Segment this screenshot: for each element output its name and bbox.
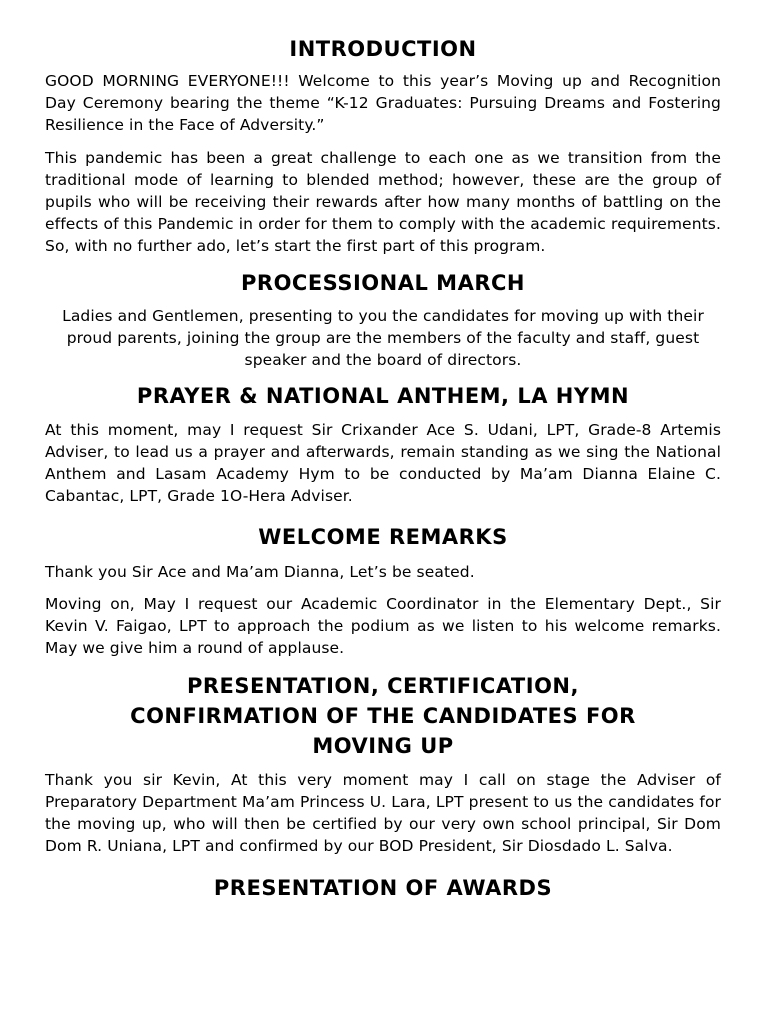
- prayer-anthem-heading: PRAYER & NATIONAL ANTHEM, LA HYMN: [136, 384, 630, 408]
- presentation-of-awards-heading: PRESENTATION OF AWARDS: [213, 876, 553, 900]
- welcome-request-paragraph: Moving on, May I request our Academic Coordinator in the Elementary Dept., Sir Kevin V. Faigao, LPT to approach the podium as we listen to his welcome remarks. May we give him a round of applause.: [45, 595, 721, 657]
- presentation-heading-line-3: MOVING UP: [312, 734, 454, 758]
- prayer-anthem-paragraph: At this moment, may I request Sir Crixander Ace S. Udani, LPT, Grade-8 Artemis Adviser, to lead us a prayer and afterwards, remain standing as we sing the National Anthem and Lasam Academy Hym to be conducted by Ma’am Dianna Elaine C. Cabantac, LPT, Grade 1O-Hera Adviser.: [45, 421, 721, 505]
- presentation-certification-heading: [45, 671, 721, 761]
- document-page: [45, 34, 721, 903]
- presentation-heading-line-1: PRESENTATION, CERTIFICATION,: [187, 674, 579, 698]
- welcome-remarks-heading: WELCOME REMARKS: [258, 525, 508, 549]
- processional-march-paragraph: Ladies and Gentlemen, presenting to you the candidates for moving up with their proud parents, joining the group are the members of the faculty and staff, guest speaker and the board of directors.: [62, 307, 704, 369]
- welcome-thanks-paragraph: Thank you Sir Ace and Ma’am Dianna, Let’s be seated.: [45, 563, 475, 581]
- presentation-certification-paragraph: Thank you sir Kevin, At this very moment may I call on stage the Adviser of Preparatory Department Ma’am Princess U. Lara, LPT present to us the candidates for the moving up, who will then be certified by our very own school principal, Sir Dom Dom R. Uniana, LPT and confirmed by our BOD President, Sir Diosdado L. Salva.: [45, 771, 721, 855]
- processional-march-heading: PROCESSIONAL MARCH: [241, 271, 525, 295]
- introduction-heading: INTRODUCTION: [289, 37, 477, 61]
- presentation-heading-line-2: CONFIRMATION OF THE CANDIDATES FOR: [130, 704, 636, 728]
- introduction-greeting-paragraph: GOOD MORNING EVERYONE!!! Welcome to this year’s Moving up and Recognition Day Ceremony bearing the theme “K-12 Graduates: Pursuing Dreams and Fostering Resilience in the Face of Adversity.”: [45, 72, 721, 134]
- introduction-pandemic-paragraph: This pandemic has been a great challenge to each one as we transition from the traditional mode of learning to blended method; however, these are the group of pupils who will be receiving their rewards after how many months of battling on the effects of this Pandemic in order for them to comply with the academic requirements. So, with no further ado, let’s start the first part of this program.: [45, 149, 721, 255]
